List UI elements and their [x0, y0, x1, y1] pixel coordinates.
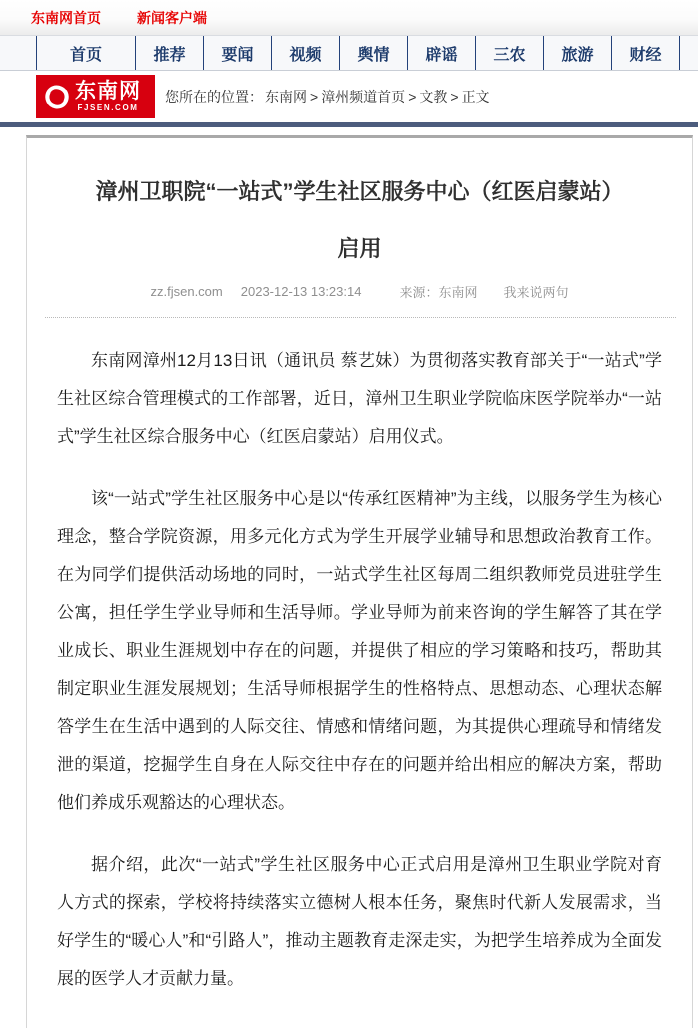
breadcrumb-separator: >	[408, 88, 417, 105]
nav-tab-headlines[interactable]: 要闻	[204, 36, 272, 70]
breadcrumb-separator: >	[310, 88, 319, 105]
article-box	[26, 135, 693, 1028]
article-paragraph-1: 东南网漳州12月13日讯（通讯员 蔡艺妹）为贯彻落实教育部关于“一站式”学生社区综合管理模式的工作部署，近日，漳州卫生职业学院临床医学院举办“一站式”学生社区综合服务中心（红医启蒙站）启用仪式。	[57, 351, 662, 446]
nav-tab-travel[interactable]: 旅游	[544, 36, 612, 70]
article-title-line-1: 漳州卫职院“一站式”学生社区服务中心（红医启蒙站）	[95, 179, 624, 204]
nav-tab-recommend[interactable]: 推荐	[136, 36, 204, 70]
logo-domain: FJSEN.COM	[77, 103, 139, 112]
nav-tab-rumor-refute[interactable]: 辟谣	[408, 36, 476, 70]
nav-tab-agriculture[interactable]: 三农	[476, 36, 544, 70]
site-logo[interactable]	[36, 75, 155, 118]
nav-tab-video[interactable]: 视频	[272, 36, 340, 70]
article-meta	[27, 282, 692, 301]
breadcrumb-label: 您所在的位置：	[165, 88, 263, 105]
breadcrumb-item-current-article: 正文	[461, 88, 490, 105]
breadcrumb-separator: >	[450, 88, 459, 105]
main-nav	[0, 36, 698, 71]
meta-datetime: 2023-12-13 13:23:14	[240, 284, 362, 299]
logo-text	[75, 81, 141, 112]
fjsen-swirl-icon	[40, 80, 74, 114]
breadcrumb-item-site[interactable]: 东南网	[265, 88, 307, 105]
breadcrumb	[165, 71, 492, 122]
dotted-divider	[45, 317, 676, 318]
article-title-line-2: 启用	[337, 236, 382, 261]
top-links-bar	[0, 0, 698, 36]
page-body	[0, 127, 698, 1028]
nav-tab-finance[interactable]: 财经	[612, 36, 680, 70]
article-paragraph-2: 该“一站式”学生社区服务中心是以“传承红医精神”为主线，以服务学生为核心理念，整合学院资源，用多元化方式为学生开展学业辅导和思想政治教育工作。在为同学们提供活动场地的同时，一站式学生社区每周二组织教师党员进驻学生公寓，担任学生学业导师和生活导师。学业导师为前来咨询的学生解答了其在学业成长、职业生涯规划中存在的问题，并提供了相应的学习策略和技巧，帮助其制定职业生涯发展规划；生活导师根据学生的性格特点、思想动态、心理状态解答学生在生活中遇到的人际交往、情感和情绪问题，为其提供心理疏导和情绪发泄的渠道，挖掘学生自身在人际交往中存在的问题并给出相应的解决方案，帮助他们养成乐观豁达的心理状态。	[57, 489, 662, 812]
nav-tab-public-opinion[interactable]: 舆情	[340, 36, 408, 70]
header-row	[0, 71, 698, 122]
meta-site-url: zz.fjsen.com	[150, 284, 223, 299]
article-title	[27, 163, 692, 277]
breadcrumb-item-channel[interactable]: 漳州频道首页	[321, 88, 406, 105]
breadcrumb-item-culture-education[interactable]: 文教	[419, 88, 448, 105]
meta-source: 来源：东南网	[399, 285, 478, 300]
news-client-link[interactable]: 新闻客户端	[137, 9, 207, 26]
home-page-link[interactable]: 东南网首页	[31, 9, 101, 26]
article-content	[27, 342, 692, 1028]
comment-link[interactable]: 我来说两句	[503, 285, 569, 300]
nav-tab-home[interactable]: 首页	[36, 36, 136, 70]
article-paragraph-3: 据介绍，此次“一站式”学生社区服务中心正式启用是漳州卫生职业学院对育人方式的探索，学校将持续落实立德树人根本任务，聚焦时代新人发展需求，当好学生的“暖心人”和“引路人”，推动主题教育走深走实，为把学生培养成为全面发展的医学人才贡献力量。	[57, 855, 662, 988]
logo-site-name: 东南网	[75, 80, 141, 103]
